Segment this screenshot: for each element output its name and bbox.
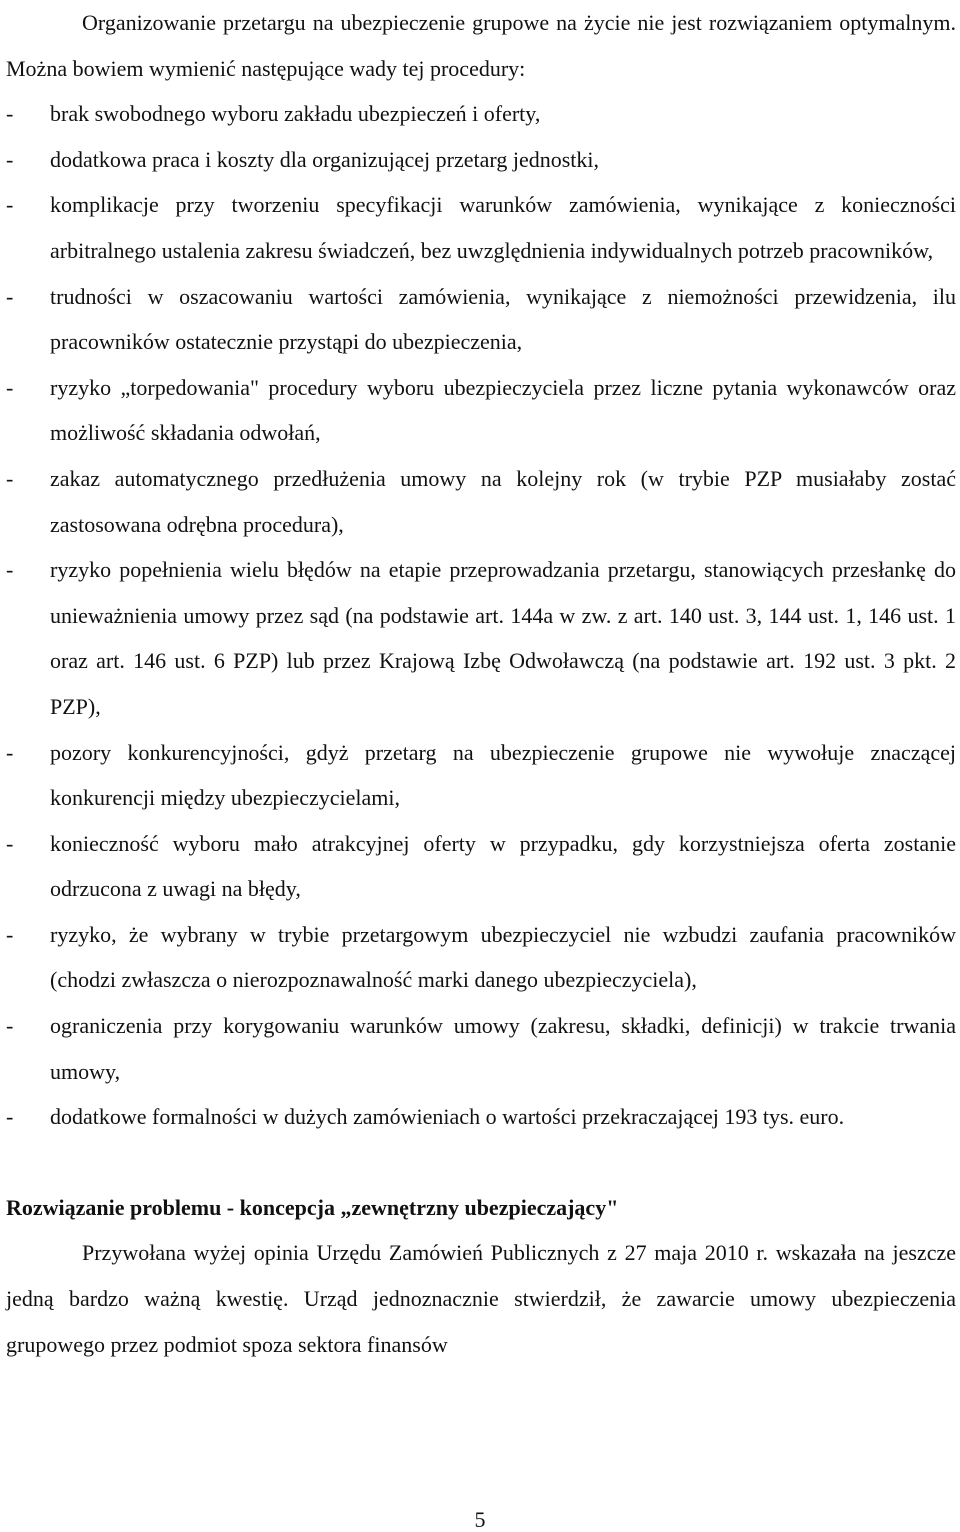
closing-paragraph: Przywołana wyżej opinia Urzędu Zamówień Publicznych z 27 maja 2010 r. wskazała na jeszcze jedną bardzo ważną kwestię. Urząd jednoznacznie stwierdził, że zawarcie umowy ubezpieczenia grupowego przez podmiot spoza sektora finansów [6,1240,956,1357]
list-item [6,821,956,912]
list-item [6,137,956,183]
list-item [6,91,956,137]
bullet-dash: - [6,146,14,172]
list-item-text: konieczność wyboru mało atrakcyjnej oferty w przypadku, gdy korzystniejsza oferta zostanie odrzucona z uwagi na błędy, [50,830,956,902]
list-item [6,1094,956,1140]
bullet-dash: - [6,830,14,856]
bullet-dash: - [6,1013,14,1039]
list-item [6,365,956,456]
list-item-text: ryzyko popełnienia wielu błędów na etapie przeprowadzania przetargu, stanowiących przesłankę do unieważnienia umowy przez sąd (na podstawie art. 144a w zw. z art. 140 ust. 3, 144 ust. 1, 146 ust. 1 oraz art. 146 ust. 6 PZP) lub przez Krajową Izbę Odwoławczą (na podstawie art. 192 ust. 3 pkt. 2 PZP), [50,557,956,719]
list-item-text: trudności w oszacowaniu wartości zamówienia, wynikające z niemożności przewidzenia, ilu pracowników ostatecznie przystąpi do ubezpieczenia, [50,283,956,355]
list-item [6,912,956,1003]
bullet-dash: - [6,465,14,491]
bullet-dash: - [6,192,14,218]
intro-paragraph: Organizowanie przetargu na ubezpieczenie grupowe na życie nie jest rozwiązaniem optymalnym. Można bowiem wymienić następujące wady tej procedury: [6,10,956,81]
bullet-dash: - [6,1104,14,1130]
list-item [6,182,956,273]
bullet-dash: - [6,283,14,309]
list-item [6,730,956,821]
bullet-dash: - [6,374,14,400]
list-item-text: dodatkowe formalności w dużych zamówieniach o wartości przekraczającej 193 tys. euro. [50,1104,845,1130]
drawbacks-list [6,91,956,1140]
page-content [6,0,956,1367]
bullet-dash: - [6,101,14,127]
list-item-text: zakaz automatycznego przedłużenia umowy na kolejny rok (w trybie PZP musiałaby zostać zastosowana odrębna procedura), [50,465,956,537]
list-item [6,456,956,547]
list-item-text: komplikacje przy tworzeniu specyfikacji warunków zamówienia, wynikające z konieczności arbitralnego ustalenia zakresu świadczeń, bez uwzględnienia indywidualnych potrzeb pracowników, [50,192,956,263]
list-item [6,1003,956,1094]
bullet-dash: - [6,739,14,765]
list-item-text: ryzyko „torpedowania" procedury wyboru ubezpieczyciela przez liczne pytania wykonawców oraz możliwość składania odwołań, [50,374,956,446]
list-item [6,274,956,365]
list-item-text: dodatkowa praca i koszty dla organizującej przetarg jednostki, [50,146,599,172]
list-item-text: brak swobodnego wyboru zakładu ubezpieczeń i oferty, [50,101,541,127]
section-heading: Rozwiązanie problemu - koncepcja „zewnętrzny ubezpieczający" [6,1194,619,1220]
list-item-text: pozory konkurencyjności, gdyż przetarg na ubezpieczenie grupowe nie wywołuje znaczącej konkurencji między ubezpieczycielami, [50,739,956,811]
page-number: 5 [474,1507,486,1532]
list-item-text: ograniczenia przy korygowaniu warunków umowy (zakresu, składki, definicji) w trakcie trwania umowy, [50,1013,956,1084]
bullet-dash: - [6,557,14,583]
list-item-text: ryzyko, że wybrany w trybie przetargowym ubezpieczyciel nie wzbudzi zaufania pracowników (chodzi zwłaszcza o nierozpoznawalność marki danego ubezpieczyciela), [50,921,956,993]
list-item [6,547,956,729]
bullet-dash: - [6,921,14,947]
